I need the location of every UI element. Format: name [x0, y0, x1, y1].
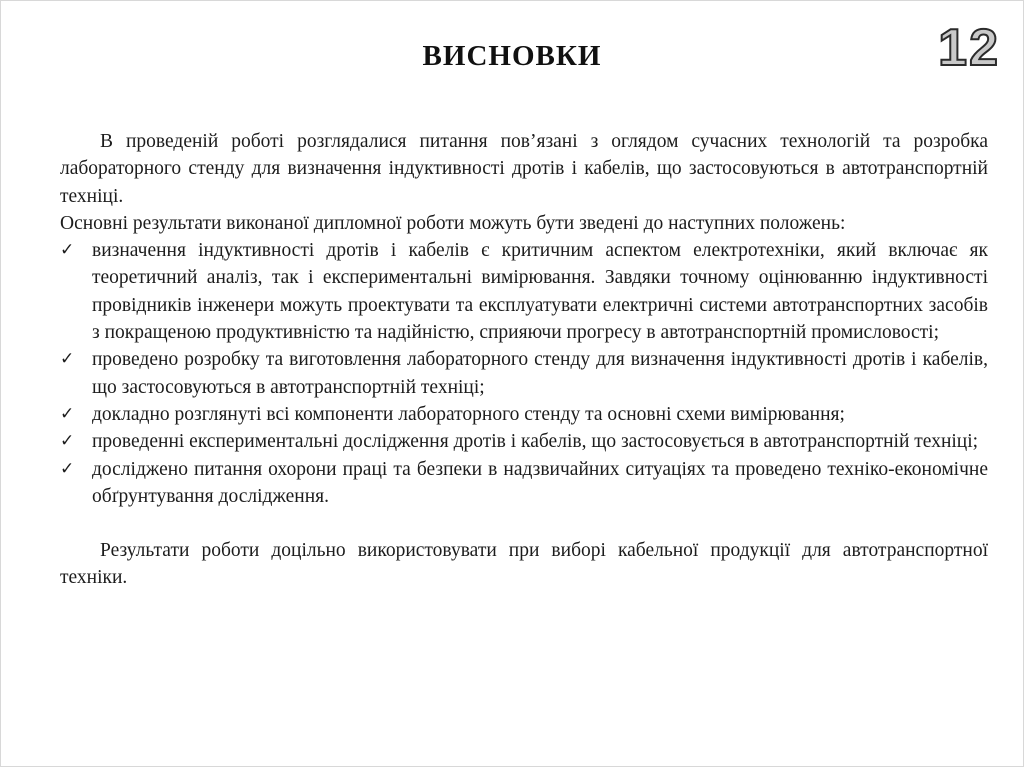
intro-paragraph: В проведеній роботі розглядалися питання пов’язані з оглядом сучасних технологій та розробка лабораторного стенду для визначення індуктивності дротів і кабелів, що застосовуються в автотранспортній техніці. — [60, 131, 988, 207]
checkmark-icon: ✓ — [60, 349, 75, 370]
results-list-item-text: проведено розробку та виготовлення лабораторного стенду для визначення індуктивності дротів і кабелів, що застосовуються в автотранспортній техніці; — [92, 349, 988, 398]
conclusion-paragraph: Результати роботи доцільно використовувати при виборі кабельної продукції для автотранспортної техніки. — [60, 540, 988, 589]
paragraph-spacer — [60, 510, 988, 537]
checkmark-icon: ✓ — [60, 431, 75, 452]
results-list-item — [60, 346, 988, 401]
checkmark-icon: ✓ — [60, 403, 75, 424]
checkmark-icon: ✓ — [60, 240, 75, 261]
results-list-item-text: проведенні експериментальні дослідження дротів і кабелів, що застосовується в автотранспортній техніці; — [92, 431, 979, 453]
results-list-item-text: докладно розглянуті всі компоненти лабораторного стенду та основні схеми вимірювання; — [92, 403, 845, 425]
results-list — [60, 237, 988, 510]
results-list-item — [60, 456, 988, 511]
checkmark-icon: ✓ — [60, 458, 75, 479]
results-list-item — [60, 428, 988, 455]
results-lead-paragraph: Основні результати виконаної дипломної роботи можуть бути зведені до наступних положень: — [60, 212, 846, 234]
slide-number: 12 — [938, 19, 1000, 77]
results-list-item — [60, 401, 988, 428]
slide-body — [60, 128, 988, 592]
results-list-item-text: досліджено питання охорони праці та безпеки в надзвичайних ситуаціях та проведено техніко-економічне обґрунтування дослідження. — [92, 458, 988, 507]
results-list-item — [60, 237, 988, 346]
results-list-item-text: визначення індуктивності дротів і кабелів є критичним аспектом електротехніки, який включає як теоретичний аналіз, так і експериментальні вимірювання. Завдяки точному оцінюванню індуктивності провідників інженери можуть проектувати та експлуатувати електричні системи автотранспортних засобів з покращеною продуктивністю та надійністю, сприяючи прогресу в автотранспортній промисловості; — [92, 240, 988, 344]
slide-title: ВИСНОВКИ — [422, 40, 602, 72]
